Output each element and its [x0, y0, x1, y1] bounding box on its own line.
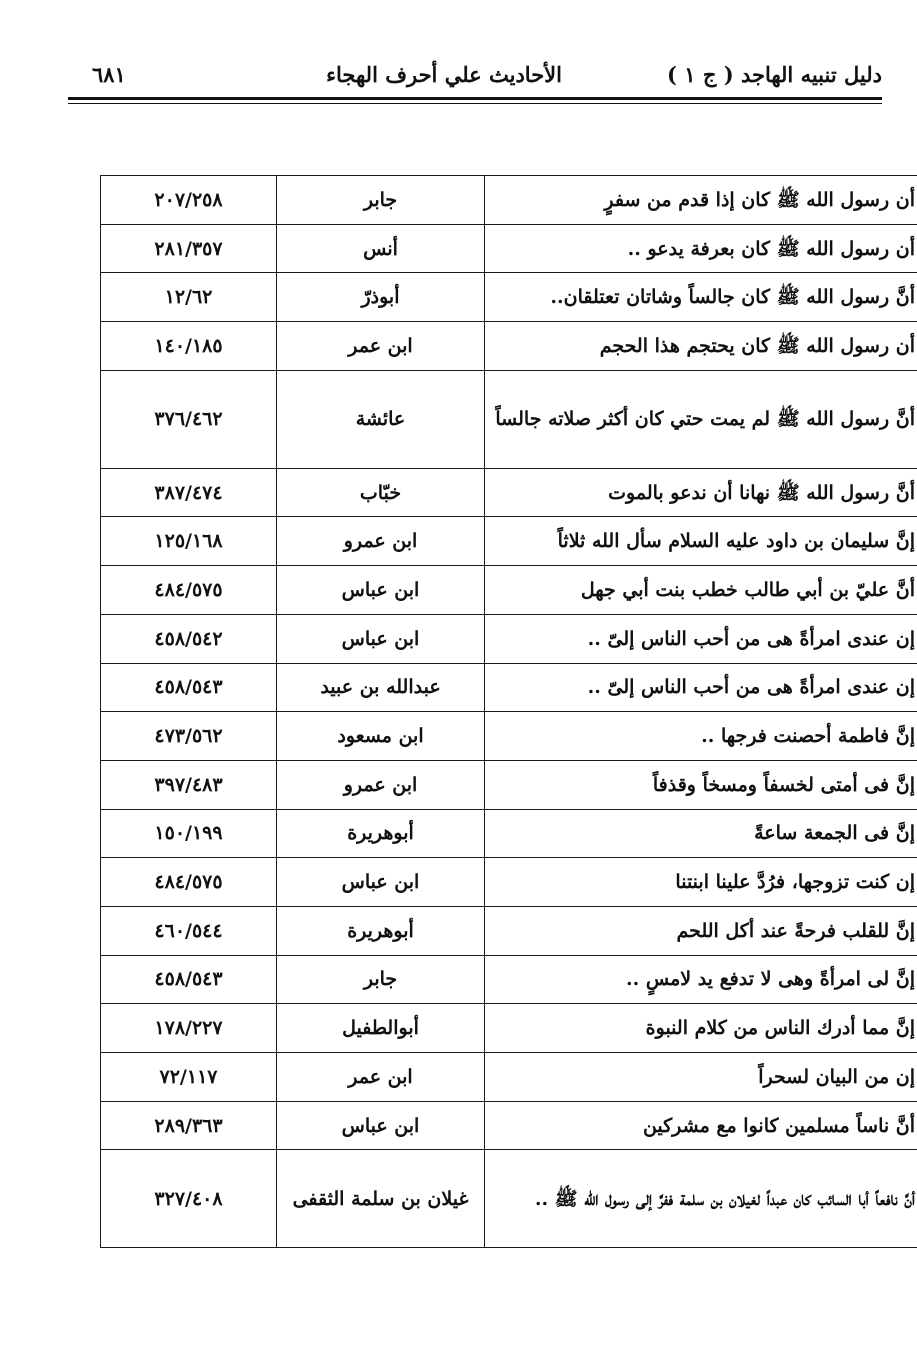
hadith-text: أنَّ نافعاً أبا السائب كان عبداً لغيلان بن سلمة ففرَّ إلى رسول الله ﷺ ..	[485, 1150, 917, 1248]
hadith-text: إن عندى امرأةً هى من أحب الناس إلىّ ..	[485, 614, 917, 663]
table-row	[101, 1150, 917, 1248]
narrator: عائشة	[277, 370, 485, 468]
reference: ٤٧٣/٥٦٢	[101, 712, 277, 761]
hadith-text: أن رسول الله ﷺ كان إذا قدم من سفرٍ	[485, 176, 917, 225]
table-row	[101, 224, 917, 273]
narrator: جابر	[277, 955, 485, 1004]
header-rule-thin	[68, 103, 882, 104]
reference: ٧٢/١١٧	[101, 1053, 277, 1102]
narrator: ابن عمرو	[277, 517, 485, 566]
hadith-text: أنَّ عليّ بن أبي طالب خطب بنت أبي جهل	[485, 566, 917, 615]
table-row	[101, 273, 917, 322]
narrator: ابن عباس	[277, 858, 485, 907]
narrator: ابن عباس	[277, 1101, 485, 1150]
hadith-text: أنَّ رسول الله ﷺ لم يمت حتي كان أكثر صلاته جالساً	[485, 370, 917, 468]
table-row	[101, 858, 917, 907]
hadith-text: إنَّ سليمان بن داود عليه السلام سأل الله ثلاثاً	[485, 517, 917, 566]
hadith-text: أن رسول الله ﷺ كان بعرفة يدعو ..	[485, 224, 917, 273]
narrator: ابن عمر	[277, 322, 485, 371]
reference: ١٥٠/١٩٩	[101, 809, 277, 858]
table-row	[101, 955, 917, 1004]
hadith-text: إنَّ للقلب فرحةً عند أكل اللحم	[485, 906, 917, 955]
hadith-text: إنَّ فاطمة أحصنت فرجها ..	[485, 712, 917, 761]
reference: ٢٨٩/٣٦٣	[101, 1101, 277, 1150]
narrator: أبوذرّ	[277, 273, 485, 322]
reference: ٤٥٨/٥٤٣	[101, 663, 277, 712]
hadith-text: إن كنت تزوجها، فرُدَّ علينا ابنتنا	[485, 858, 917, 907]
table-row	[101, 517, 917, 566]
reference: ٤٥٨/٥٤٣	[101, 955, 277, 1004]
book-title: دليل تنبيه الهاجد ( ج ١ )	[667, 62, 882, 87]
reference: ٣٢٧/٤٠٨	[101, 1150, 277, 1248]
table-row	[101, 663, 917, 712]
narrator: ابن عمر	[277, 1053, 485, 1102]
hadith-index-table	[100, 175, 917, 1248]
table-row	[101, 322, 917, 371]
narrator: ابن مسعود	[277, 712, 485, 761]
narrator: أبوهريرة	[277, 809, 485, 858]
narrator: غيلان بن سلمة الثقفى	[277, 1150, 485, 1248]
page-header	[70, 55, 882, 95]
table-row	[101, 176, 917, 225]
table-row	[101, 1101, 917, 1150]
reference: ٣٧٦/٤٦٢	[101, 370, 277, 468]
reference: ١٢٥/١٦٨	[101, 517, 277, 566]
table-row	[101, 614, 917, 663]
narrator: أنس	[277, 224, 485, 273]
reference: ١٧٨/٢٢٧	[101, 1004, 277, 1053]
narrator: ابن عباس	[277, 566, 485, 615]
hadith-text: أن رسول الله ﷺ كان يحتجم هذا الحجم	[485, 322, 917, 371]
reference: ٢٨١/٣٥٧	[101, 224, 277, 273]
narrator: ابن عباس	[277, 614, 485, 663]
table-row	[101, 809, 917, 858]
reference: ٢٠٧/٢٥٨	[101, 176, 277, 225]
narrator: جابر	[277, 176, 485, 225]
hadith-text: إنَّ فى الجمعة ساعةً	[485, 809, 917, 858]
narrator: أبوالطفيل	[277, 1004, 485, 1053]
header-rule-thick	[68, 97, 882, 100]
reference: ٤٦٠/٥٤٤	[101, 906, 277, 955]
page-number: ٦٨١	[92, 62, 126, 87]
hadith-text: إنَّ مما أدرك الناس من كلام النبوة	[485, 1004, 917, 1053]
reference: ١٤٠/١٨٥	[101, 322, 277, 371]
reference: ٤٨٤/٥٧٥	[101, 566, 277, 615]
hadith-text: إن عندى امرأةً هى من أحب الناس إلىّ ..	[485, 663, 917, 712]
narrator: عبدالله بن عبيد	[277, 663, 485, 712]
table-row	[101, 906, 917, 955]
hadith-text: إنَّ فى أمتى لخسفاً ومسخاً وقذفاً	[485, 760, 917, 809]
section-title: الأحاديث علي أحرف الهجاء	[326, 62, 562, 87]
table-row	[101, 468, 917, 517]
narrator: ابن عمرو	[277, 760, 485, 809]
hadith-text: أنَّ رسول الله ﷺ نهانا أن ندعو بالموت	[485, 468, 917, 517]
hadith-text: أنَّ ناساً مسلمين كانوا مع مشركين	[485, 1101, 917, 1150]
hadith-text: إن من البيان لسحراً	[485, 1053, 917, 1102]
table-row	[101, 566, 917, 615]
hadith-text: أنَّ رسول الله ﷺ كان جالساً وشاتان تعتلقان..	[485, 273, 917, 322]
hadith-text: إنَّ لى امرأةً وهى لا تدفع يد لامسٍ ..	[485, 955, 917, 1004]
reference: ١٢/٦٢	[101, 273, 277, 322]
table-row	[101, 760, 917, 809]
table-row	[101, 370, 917, 468]
reference: ٣٨٧/٤٧٤	[101, 468, 277, 517]
reference: ٤٨٤/٥٧٥	[101, 858, 277, 907]
table-row	[101, 712, 917, 761]
table-row	[101, 1053, 917, 1102]
reference: ٤٥٨/٥٤٢	[101, 614, 277, 663]
table-row	[101, 1004, 917, 1053]
narrator: خبّاب	[277, 468, 485, 517]
reference: ٣٩٧/٤٨٣	[101, 760, 277, 809]
narrator: أبوهريرة	[277, 906, 485, 955]
